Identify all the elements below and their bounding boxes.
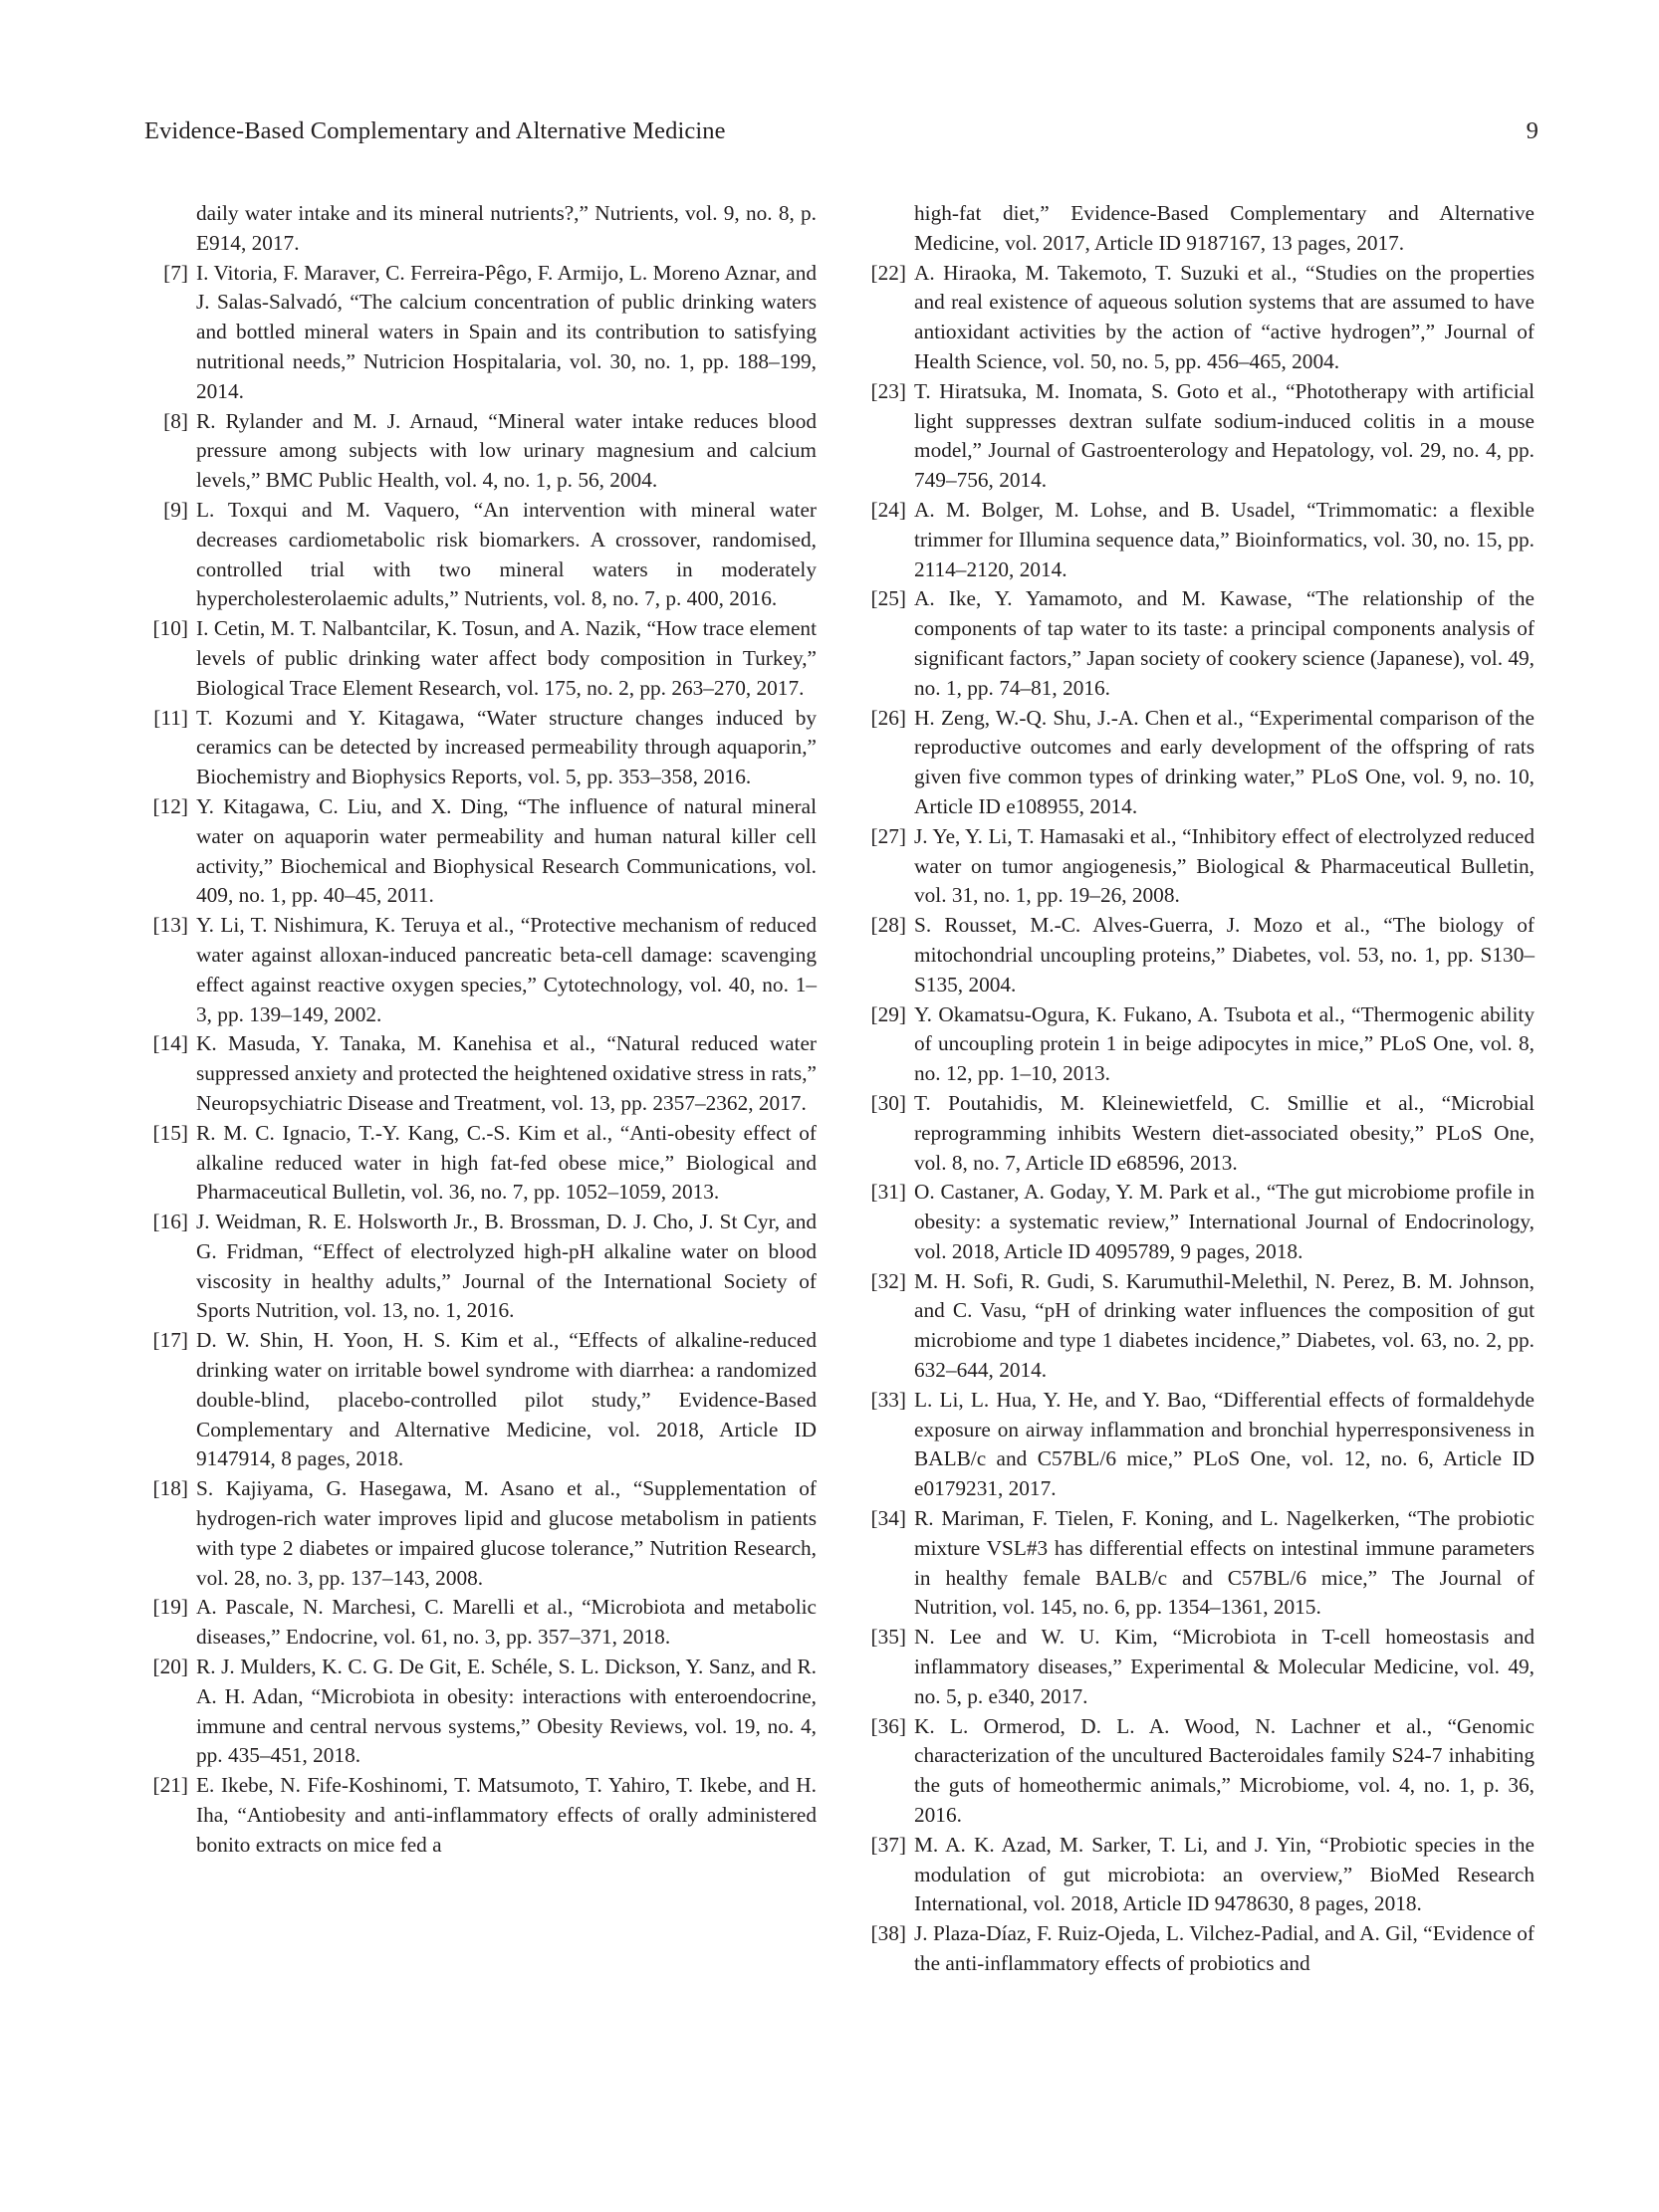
reference-text: I. Vitoria, F. Maraver, C. Ferreira-Pêgo, F. Armijo, L. Moreno Aznar, and J. Salas-Salvadó, “The calcium concentration of public drinking waters and bottled mineral waters in Spain and its contribution to satisfying nutritional needs,” Nutricion Hospitalaria, vol. 30, no. 1, pp. 188–199, 2014. — [196, 260, 817, 403]
reference-text: T. Kozumi and Y. Kitagawa, “Water structure changes induced by ceramics can be detected by increased permeability through aquaporin,” Biochemistry and Biophysics Reports, vol. 5, pp. 353–358, 2016. — [196, 705, 817, 789]
reference-text: M. H. Sofi, R. Gudi, S. Karumuthil-Melethil, N. Perez, B. M. Johnson, and C. Vasu, “pH of drinking water influences the composition of gut microbiome and type 1 diabetes incidence,” Diabetes, vol. 63, no. 2, pp. 632–644, 2014. — [914, 1268, 1535, 1383]
reference-number: [38] — [870, 1921, 906, 1946]
reference-number: [7] — [163, 260, 188, 285]
reference-item — [862, 1089, 1535, 1178]
reference-number: [21] — [152, 1773, 188, 1798]
reference-item — [862, 259, 1535, 377]
reference-item — [144, 614, 817, 703]
reference-number: [26] — [870, 705, 906, 730]
reference-item — [144, 911, 817, 1029]
reference-number: [29] — [870, 1001, 906, 1026]
reference-text: R. Mariman, F. Tielen, F. Koning, and L. Nagelkerken, “The probiotic mixture VSL#3 has differential effects on intestinal immune parameters in healthy female BALB/c and C57BL/6 mice,” The Journal of Nutrition, vol. 145, no. 6, pp. 1354–1361, 2015. — [914, 1506, 1535, 1620]
reference-text: K. L. Ormerod, D. L. A. Wood, N. Lachner et al., “Genomic characterization of the uncultured Bacteroidales family S24-7 inhabiting the guts of homeothermic animals,” Microbiome, vol. 4, no. 1, p. 36, 2016. — [914, 1713, 1535, 1828]
reference-item — [862, 1178, 1535, 1266]
reference-item — [144, 199, 817, 259]
journal-title: Evidence-Based Complementary and Alternative Medicine — [144, 117, 726, 144]
reference-column-right — [862, 199, 1535, 1979]
reference-item — [862, 1386, 1535, 1504]
reference-number: [18] — [152, 1476, 188, 1501]
reference-number: [36] — [870, 1713, 906, 1738]
reference-text: D. W. Shin, H. Yoon, H. S. Kim et al., “Effects of alkaline-reduced drinking water on irritable bowel syndrome with diarrhea: a randomized double-blind, placebo-controlled pilot study,” Evidence-Based Complementary and Alternative Medicine, vol. 2018, Article ID 9147914, 8 pages, 2018. — [196, 1328, 817, 1471]
reference-item — [862, 1919, 1535, 1979]
reference-number: [35] — [870, 1625, 906, 1650]
reference-text: N. Lee and W. U. Kim, “Microbiota in T-cell homeostasis and inflammatory diseases,” Experimental & Molecular Medicine, vol. 49, no. 5, p. e340, 2017. — [914, 1625, 1535, 1708]
reference-number: [27] — [870, 823, 906, 848]
reference-text: M. A. K. Azad, M. Sarker, T. Li, and J. Yin, “Probiotic species in the modulation of gut microbiota: an overview,” BioMed Research International, vol. 2018, Article ID 9478630, 8 pages, 2018. — [914, 1832, 1535, 1916]
reference-text: daily water intake and its mineral nutrients?,” Nutrients, vol. 9, no. 8, p. E914, 2017. — [196, 201, 817, 255]
reference-item — [862, 1267, 1535, 1386]
reference-number: [37] — [870, 1832, 906, 1857]
reference-text: Y. Okamatsu-Ogura, K. Fukano, A. Tsubota et al., “Thermogenic ability of uncoupling protein 1 in beige adipocytes in mice,” PLoS One, vol. 8, no. 12, pp. 1–10, 2013. — [914, 1001, 1535, 1086]
reference-text: J. Ye, Y. Li, T. Hamasaki et al., “Inhibitory effect of electrolyzed reduced water on tumor angiogenesis,” Biological & Pharmaceutical Bulletin, vol. 31, no. 1, pp. 19–26, 2008. — [914, 823, 1535, 908]
reference-item — [862, 1623, 1535, 1711]
reference-item — [144, 407, 817, 496]
reference-number: [13] — [152, 913, 188, 938]
reference-item — [144, 1653, 817, 1771]
reference-item — [144, 1208, 817, 1326]
reference-text: A. M. Bolger, M. Lohse, and B. Usadel, “Trimmomatic: a flexible trimmer for Illumina sequence data,” Bioinformatics, vol. 30, no. 15, pp. 2114–2120, 2014. — [914, 497, 1535, 581]
reference-text: S. Rousset, M.-C. Alves-Guerra, J. Mozo et al., “The biology of mitochondrial uncoupling proteins,” Diabetes, vol. 53, no. 1, pp. S130–S135, 2004. — [914, 913, 1535, 996]
reference-text: T. Poutahidis, M. Kleinewietfeld, C. Smillie et al., “Microbial reprogramming inhibits Western diet-associated obesity,” PLoS One, vol. 8, no. 7, Article ID e68596, 2013. — [914, 1090, 1535, 1175]
reference-number: [19] — [152, 1595, 188, 1620]
reference-number: [22] — [870, 260, 906, 285]
reference-text: A. Hiraoka, M. Takemoto, T. Suzuki et al., “Studies on the properties and real existence of aqueous solution systems that are assumed to have antioxidant activities by the action of “active hydrogen”,” Journal of Health Science, vol. 50, no. 5, pp. 456–465, 2004. — [914, 260, 1535, 373]
reference-number: [34] — [870, 1506, 906, 1531]
reference-item — [144, 1119, 817, 1208]
reference-text: Y. Kitagawa, C. Liu, and X. Ding, “The influence of natural mineral water on aquaporin water permeability and human natural killer cell activity,” Biochemical and Biophysical Research Communications, vol. 409, no. 1, pp. 40–45, 2011. — [196, 793, 817, 908]
reference-number: [30] — [870, 1090, 906, 1115]
reference-item — [862, 496, 1535, 584]
reference-text: R. M. C. Ignacio, T.-Y. Kang, C.-S. Kim et al., “Anti-obesity effect of alkaline reduced water in high fat-fed obese mice,” Biological and Pharmaceutical Bulletin, vol. 36, no. 7, pp. 1052–1059, 2013. — [196, 1120, 817, 1205]
reference-text: high-fat diet,” Evidence-Based Complementary and Alternative Medicine, vol. 2017, Article ID 9187167, 13 pages, 2017. — [914, 201, 1535, 255]
reference-text: A. Pascale, N. Marchesi, C. Marelli et al., “Microbiota and metabolic diseases,” Endocrine, vol. 61, no. 3, pp. 357–371, 2018. — [196, 1595, 817, 1650]
reference-item — [144, 792, 817, 911]
reference-number: [16] — [152, 1210, 188, 1234]
reference-text: Y. Li, T. Nishimura, K. Teruya et al., “Protective mechanism of reduced water against alloxan-induced pancreatic beta-cell damage: scavenging effect against reactive oxygen species,” Cytotechnology, vol. 40, no. 1–3, pp. 139–149, 2002. — [196, 913, 817, 1026]
reference-text: L. Li, L. Hua, Y. He, and Y. Bao, “Differential effects of formaldehyde exposure on airway inflammation and bronchial hyperresponsiveness in BALB/c and C57BL/6 mice,” PLoS One, vol. 12, no. 6, Article ID e0179231, 2017. — [914, 1387, 1535, 1501]
reference-text: K. Masuda, Y. Tanaka, M. Kanehisa et al., “Natural reduced water suppressed anxiety and protected the heightened oxidative stress in rats,” Neuropsychiatric Disease and Treatment, vol. 13, pp. 2357–2362, 2017. — [196, 1031, 817, 1115]
reference-number: [9] — [163, 497, 188, 522]
page-header — [144, 117, 1539, 153]
reference-text: J. Weidman, R. E. Holsworth Jr., B. Brossman, D. J. Cho, J. St Cyr, and G. Fridman, “Effect of electrolyzed high-pH alkaline water on blood viscosity in healthy adults,” Journal of the International Society of Sports Nutrition, vol. 13, no. 1, 2016. — [196, 1210, 817, 1323]
reference-item — [144, 1029, 817, 1118]
reference-text: E. Ikebe, N. Fife-Koshinomi, T. Matsumoto, T. Yahiro, T. Ikebe, and H. Iha, “Antiobesity and anti-inflammatory effects of orally administered bonito extracts on mice fed a — [196, 1773, 817, 1857]
reference-number: [25] — [870, 586, 906, 611]
reference-item — [862, 704, 1535, 822]
reference-number: [15] — [152, 1120, 188, 1145]
reference-item — [144, 1326, 817, 1474]
reference-number: [28] — [870, 913, 906, 938]
reference-item — [144, 1771, 817, 1860]
reference-text: S. Kajiyama, G. Hasegawa, M. Asano et al., “Supplementation of hydrogen-rich water improves lipid and glucose metabolism in patients with type 2 diabetes or impaired glucose tolerance,” Nutrition Research, vol. 28, no. 3, pp. 137–143, 2008. — [196, 1476, 817, 1590]
reference-text: R. J. Mulders, K. C. G. De Git, E. Schéle, S. L. Dickson, Y. Sanz, and R. A. H. Adan, “Microbiota in obesity: interactions with enteroendocrine, immune and central nervous systems,” Obesity Reviews, vol. 19, no. 4, pp. 435–451, 2018. — [196, 1655, 817, 1768]
reference-item — [862, 911, 1535, 999]
reference-text: J. Plaza-Díaz, F. Ruiz-Ojeda, L. Vilchez-Padial, and A. Gil, “Evidence of the anti-inflammatory effects of probiotics and — [914, 1921, 1535, 1976]
reference-number: [14] — [152, 1031, 188, 1056]
reference-item — [144, 496, 817, 614]
reference-item — [862, 377, 1535, 496]
reference-item — [144, 259, 817, 407]
reference-text: L. Toxqui and M. Vaquero, “An intervention with mineral water decreases cardiometabolic risk biomarkers. A crossover, randomised, controlled trial with two mineral waters in moderately hypercholesterolaemic adults,” Nutrients, vol. 8, no. 7, p. 400, 2016. — [196, 497, 817, 611]
reference-number: [8] — [163, 408, 188, 433]
reference-column-left — [144, 199, 817, 1861]
reference-number: [33] — [870, 1387, 906, 1412]
reference-item — [862, 1504, 1535, 1623]
reference-number: [17] — [152, 1328, 188, 1353]
reference-item — [862, 822, 1535, 911]
reference-text: A. Ike, Y. Yamamoto, and M. Kawase, “The relationship of the components of tap water to its taste: a principal components analysis of significant factors,” Japan society of cookery science (Japanese), vol. 49, no. 1, pp. 74–81, 2016. — [914, 586, 1535, 700]
reference-text: H. Zeng, W.-Q. Shu, J.-A. Chen et al., “Experimental comparison of the reproductive outcomes and early development of the offspring of rats given five common types of drinking water,” PLoS One, vol. 9, no. 10, Article ID e108955, 2014. — [914, 705, 1535, 818]
reference-text: I. Cetin, M. T. Nalbantcilar, K. Tosun, and A. Nazik, “How trace element levels of public drinking water affect body composition in Turkey,” Biological Trace Element Research, vol. 175, no. 2, pp. 263–270, 2017. — [196, 616, 817, 700]
reference-item — [862, 584, 1535, 703]
reference-number: [10] — [152, 616, 188, 641]
reference-item — [144, 704, 817, 792]
reference-text: O. Castaner, A. Goday, Y. M. Park et al., “The gut microbiome profile in obesity: a systematic review,” International Journal of Endocrinology, vol. 2018, Article ID 4095789, 9 pages, 2018. — [914, 1180, 1535, 1263]
reference-item — [862, 1000, 1535, 1089]
reference-item — [862, 199, 1535, 259]
reference-item — [144, 1474, 817, 1593]
reference-text: R. Rylander and M. J. Arnaud, “Mineral water intake reduces blood pressure among subjects with low urinary magnesium and calcium levels,” BMC Public Health, vol. 4, no. 1, p. 56, 2004. — [196, 408, 817, 493]
page-number: 9 — [1526, 117, 1539, 144]
reference-item — [862, 1712, 1535, 1831]
reference-number: [12] — [152, 793, 188, 818]
reference-number: [32] — [870, 1268, 906, 1293]
reference-number: [20] — [152, 1655, 188, 1679]
reference-number: [31] — [870, 1180, 906, 1205]
reference-number: [11] — [153, 705, 188, 730]
reference-number: [24] — [870, 497, 906, 522]
reference-text: T. Hiratsuka, M. Inomata, S. Goto et al., “Phototherapy with artificial light suppresses dextran sulfate sodium-induced colitis in a mouse model,” Journal of Gastroenterology and Hepatology, vol. 29, no. 4, pp. 749–756, 2014. — [914, 378, 1535, 493]
reference-number: [23] — [870, 378, 906, 403]
reference-item — [862, 1831, 1535, 1919]
reference-item — [144, 1593, 817, 1653]
